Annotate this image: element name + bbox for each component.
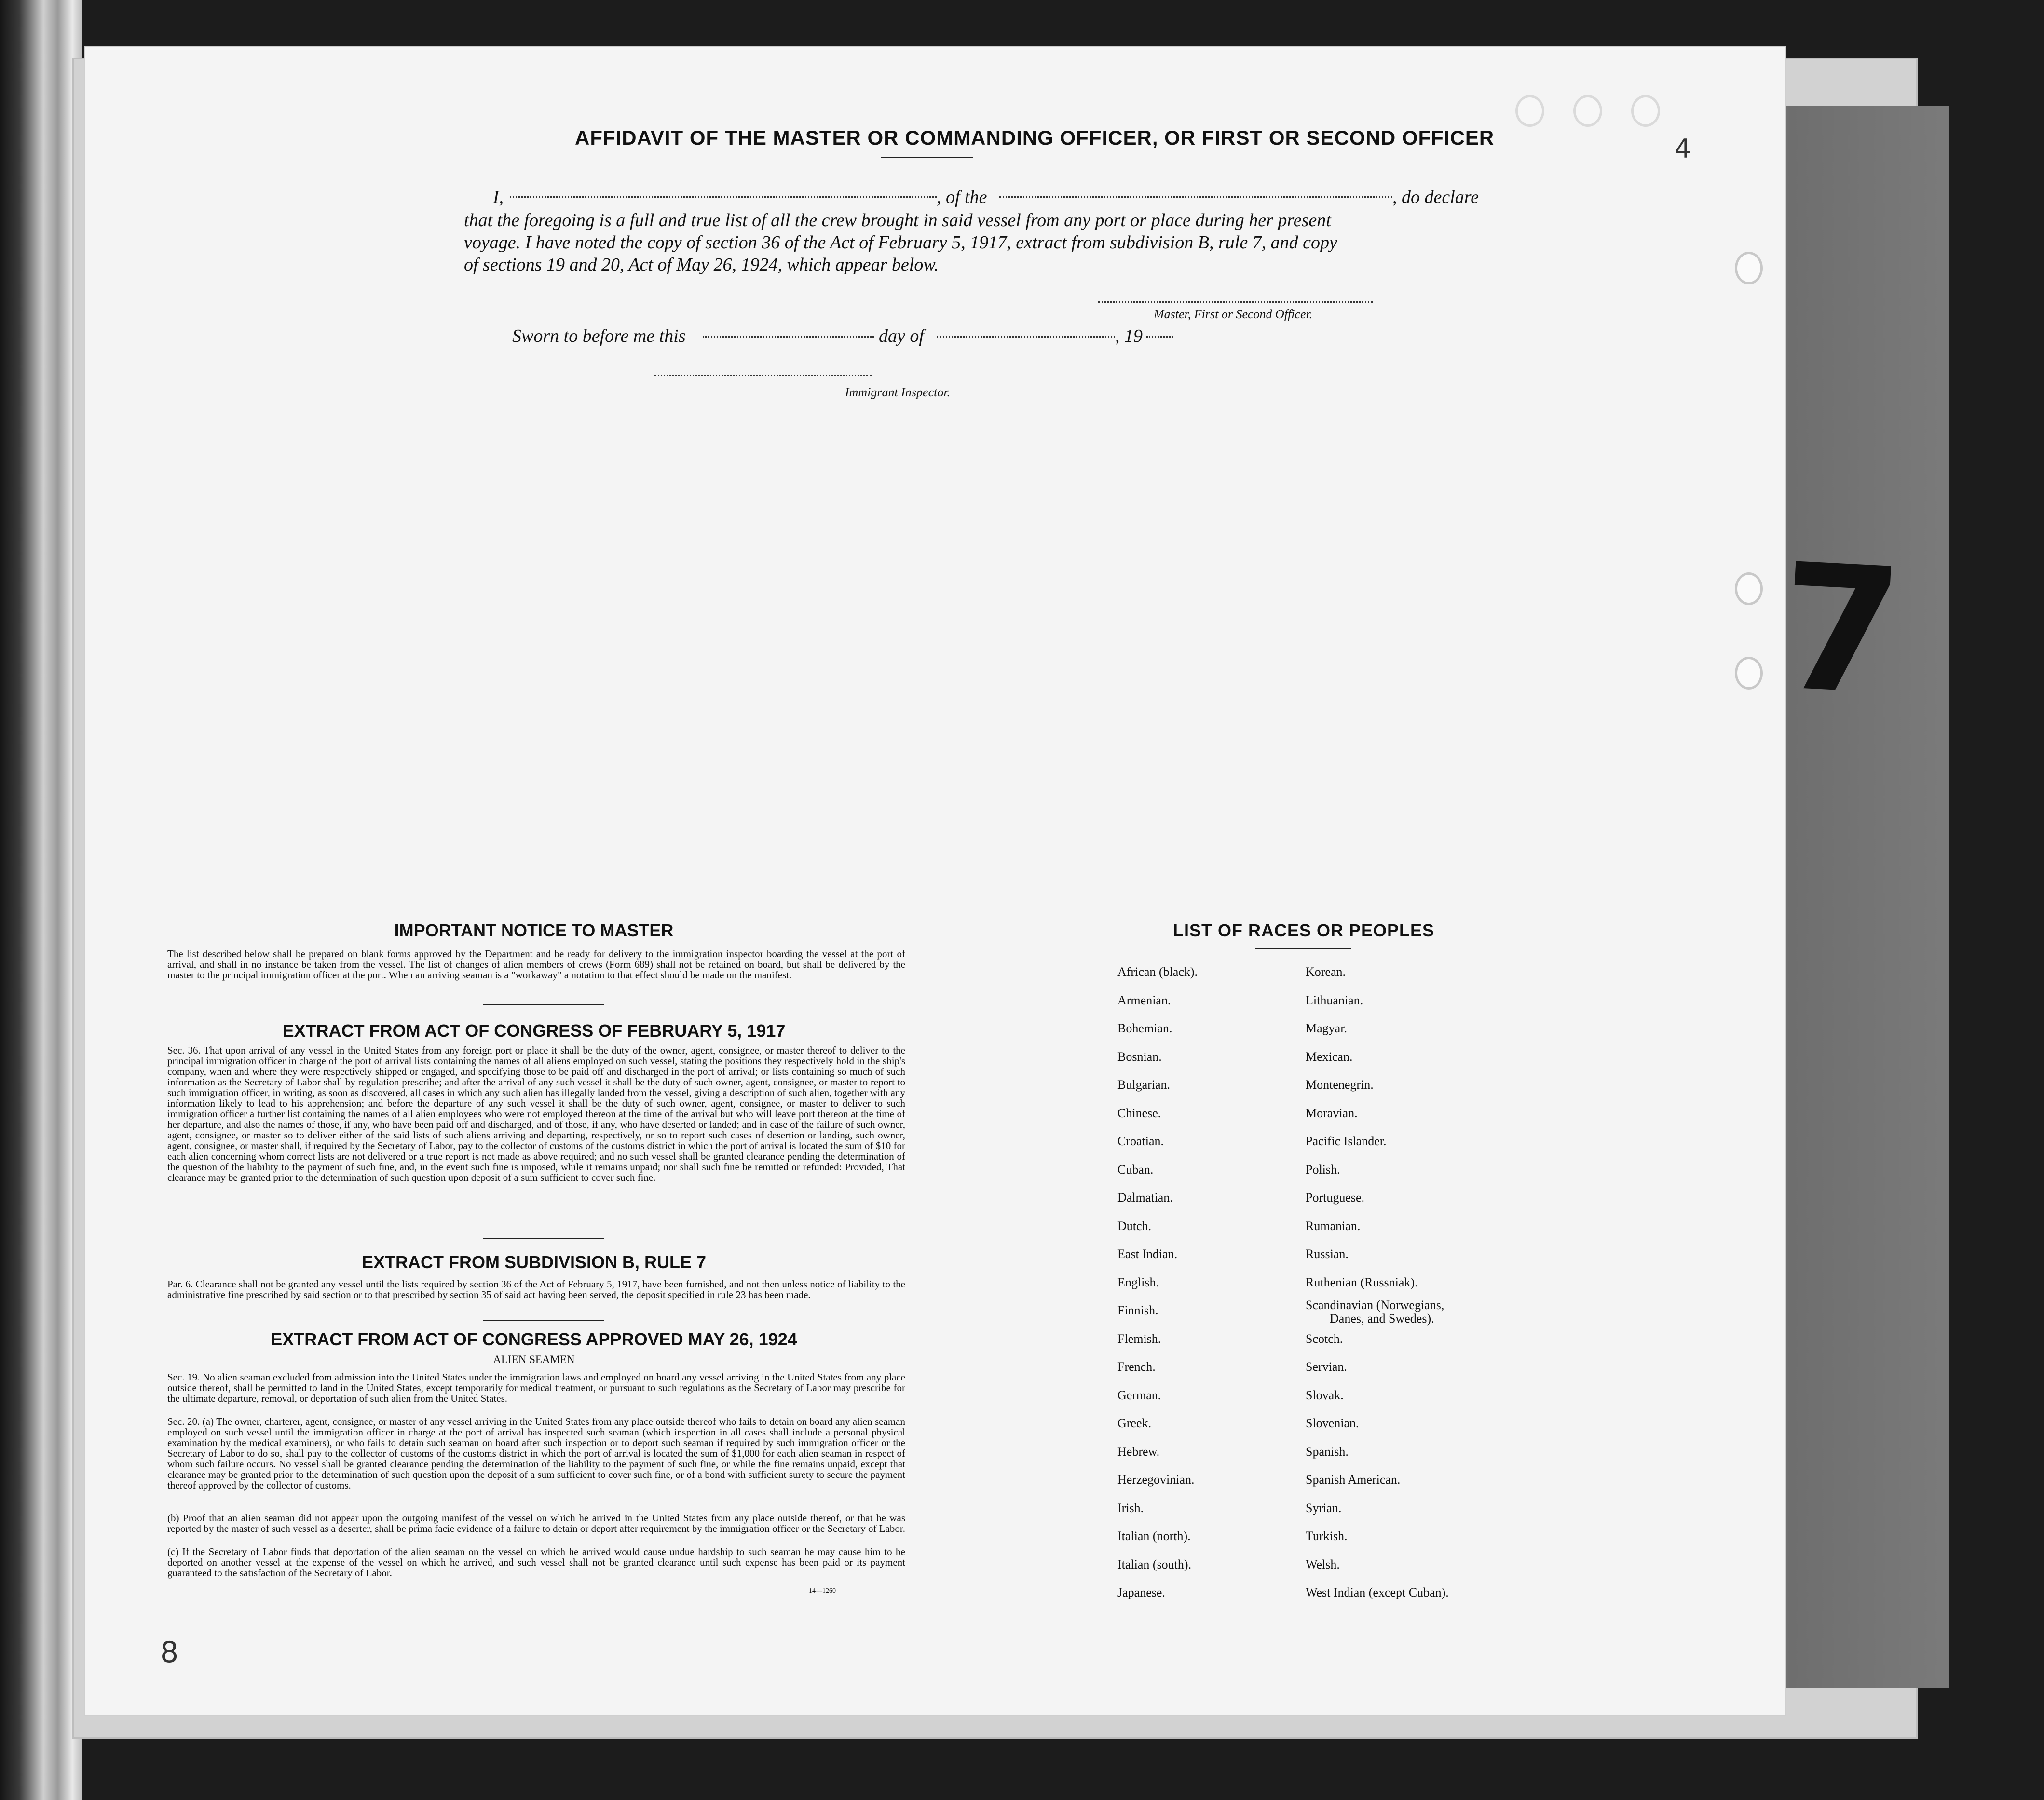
races-title: LIST OF RACES OR PEOPLES [1173,920,1435,940]
race-item: Bohemian. [1117,1021,1172,1035]
race-item: Irish. [1117,1501,1144,1515]
race-item: Finnish. [1117,1303,1158,1317]
race-item: Bosnian. [1117,1049,1162,1064]
race-item: English. [1117,1275,1159,1289]
page-shadow-edge [1760,106,1949,1688]
race-item: Montenegrin. [1306,1078,1374,1092]
race-item: Lithuanian. [1306,993,1363,1007]
notice-title: IMPORTANT NOTICE TO MASTER [394,920,674,940]
race-item: Dalmatian. [1117,1191,1173,1205]
race-item: French. [1117,1360,1156,1374]
affidavit-title: AFFIDAVIT OF THE MASTER OR COMMANDING OFFICER, OR FIRST OR SECOND OFFICER [575,126,1495,149]
sworn-day-line[interactable] [703,336,874,338]
race-item: Slovenian. [1306,1416,1359,1430]
scanner-edge [0,0,82,1800]
race-item: Russian. [1306,1247,1349,1261]
master-signature-line[interactable] [1098,301,1373,303]
race-item: Spanish American. [1306,1473,1401,1487]
race-item: Hebrew. [1117,1444,1160,1459]
extract-1924-title: EXTRACT FROM ACT OF CONGRESS APPROVED MAY 26, 1924 [271,1329,797,1349]
affidavit-line-3: voyage. I have noted the copy of section 36 of the Act of February 5, 1917, extract from subdivision B, rule 7, and copy [464,232,1337,253]
sec-19-text: Sec. 19. No alien seaman excluded from admission into the United States under the immigration laws and employed on board any vessel arriving in the United States from any place outside thereof, shall be permitted to land in the United States, except temporarily for medical treatment, or pursuant to such regulations as the Secretary of Labor may prescribe for the ultimate departure, removal, or deportation of such alien from the United States. [167,1371,905,1404]
alien-seamen-subtitle: ALIEN SEAMEN [493,1353,575,1366]
sworn-label: Sworn to before me this [512,326,686,346]
affidavit-i-label: I, [493,187,504,207]
notice-rule [483,1004,604,1005]
race-item: Italian (south). [1117,1557,1192,1571]
race-item: Magyar. [1306,1021,1347,1035]
race-item: Mexican. [1306,1049,1353,1064]
affidavit-line-2: that the foregoing is a full and true list of all the crew brought in said vessel from any port or place during her present [464,210,1331,230]
master-signature-caption: Master, First or Second Officer. [1154,307,1313,321]
race-item: Dutch. [1117,1218,1152,1233]
race-item: Chinese. [1117,1106,1161,1120]
race-item: Spanish. [1306,1444,1349,1459]
day-of-label: day of [879,326,924,346]
handwritten-page-number: 7 [1775,526,1907,734]
race-item: Flemish. [1117,1331,1161,1346]
title-rule [881,157,973,158]
race-item: German. [1117,1388,1161,1402]
bottom-handwritten-mark: 8 [160,1636,179,1669]
race-item: Polish. [1306,1162,1340,1177]
races-left-column [1117,958,1198,1607]
form-number: 14—1260 [809,1587,836,1595]
affidavit-line-4: of sections 19 and 20, Act of May 26, 1924, which appear below. [464,255,939,275]
extract-rule7-title: EXTRACT FROM SUBDIVISION B, RULE 7 [361,1252,707,1272]
race-item-continuation: Danes, and Swedes). [1330,1312,1434,1326]
race-item: Slovak. [1306,1388,1344,1402]
race-item: Ruthenian (Russniak). [1306,1275,1418,1289]
inspector-caption: Immigrant Inspector. [845,385,951,399]
extract-1917-rule [483,1238,604,1239]
race-item: East Indian. [1117,1247,1178,1261]
race-item: Scandinavian (Norwegians, [1306,1298,1444,1312]
corner-handwritten-mark: 4 [1675,134,1691,164]
punch-hole-icon [1735,657,1763,690]
race-item: Croatian. [1117,1134,1164,1148]
race-item: Herzegovinian. [1117,1473,1195,1487]
punch-hole-icon [1735,572,1763,605]
extract-rule7-text: Par. 6. Clearance shall not be granted any vessel until the lists required by section 36 of the Act of February 5, 1917, have been furnished, and not then unless notice of liability to the administrative fine prescribed by said section or to that prescribed by section 35 of said act having been served, the deposit specified in rule 23 has been made. [167,1278,905,1300]
punch-hole-icon [1573,95,1602,127]
race-item: Greek. [1117,1416,1152,1430]
race-item: West Indian (except Cuban). [1306,1585,1449,1599]
notice-text: The list described below shall be prepared on blank forms approved by the Department and be ready for delivery to the immigration inspector boarding the vessel at the port of arrival, and shall in no instance be taken from the vessel. The list of changes of alien members of crews (Form 689) shall not be retained on board, but shall be delivered by the master to the principal immigration officer at the port. When an arriving seaman is a "workaway" a notation to that effect should be made on the manifest. [167,948,905,981]
affidavit-declare-label: , do declare [1392,187,1479,207]
race-item: Cuban. [1117,1162,1154,1177]
race-item: Bulgarian. [1117,1078,1171,1092]
race-item: Italian (north). [1117,1529,1191,1543]
sec-20b-text: (b) Proof that an alien seaman did not appear upon the outgoing manifest of the vessel on which he arrived in the United States from any place outside thereof, or that he was reported by the master of such vessel as a deserter, shall be prima facie evidence of a failure to detain or deport after requirement by the immigration officer or the Secretary of Labor. [167,1512,905,1534]
extract-1917-text: Sec. 36. That upon arrival of any vessel in the United States from any foreign port or place it shall be the duty of the owner, agent, consignee, or master thereof to deliver to the principal immigration officer in charge of the port of arrival lists containing the names of all aliens employed on such vessel, stating the positions they respectively hold in the ship's company, when and where they were respectively shipped or engaged, and specifying those to be paid off and discharged in the port of arrival; or lists containing so much of such information as the Secretary of Labor shall by regulation prescribe; and after the arrival of any such vessel it shall be the duty of such owner, agent, consignee, or master to report to such immigration officer, in writing, as soon as discovered, all cases in which any such alien has illegally landed from the vessel, giving a description of such alien, together with any information likely to lead to his apprehension; and before the departure of any such vessel it shall be the duty of such owner, agent, consignee, or master to deliver to such immigration officer a further list containing the names of all alien employees who were not employed thereon at the time of the arrival but who will leave port thereon at the time of her departure, and also the names of those, if any, who have been paid off and discharged, and of those, if any, who have deserted or landed; and in case of the failure of such owner, agent, consignee, or master so to deliver either of the said lists of such aliens arriving and departing, respectively, or so to report such cases of desertion or landing, such owner, agent, consignee, or master shall, if required by the Secretary of Labor, pay to the collector of customs of the customs district in which the port of arrival is located the sum of $10 for each alien concerning whom correct lists are not delivered or a true report is not made as above required; and no such vessel shall be granted clearance pending the determination of the question of the liability to the payment of such fine, and, in the event such fine is imposed, while it remains unpaid; nor shall such fine be remitted or refunded: Provided, That clearance may be granted prior to the determination of such question upon deposit of a sum sufficient to cover such fine. [167,1044,905,1183]
sworn-month-line[interactable] [937,336,1115,338]
vessel-name-line[interactable] [999,196,1392,198]
race-item: Turkish. [1306,1529,1348,1543]
race-item: Pacific Islander. [1306,1134,1387,1148]
master-name-line[interactable] [510,196,937,198]
race-item: Syrian. [1306,1501,1342,1515]
punch-hole-icon [1735,252,1763,284]
sec-20c-text: (c) If the Secretary of Labor finds that deportation of the alien seaman on the vessel on which he arrived would cause undue hardship to such seaman he may cause him to be deported on another vessel at the expense of the vessel on which he arrived, and such vessel shall not be granted clearance until such expense has been paid or its payment guaranteed to the satisfaction of the Secretary of Labor. [167,1546,905,1579]
extract-1917-title: EXTRACT FROM ACT OF CONGRESS OF FEBRUARY 5, 1917 [282,1021,786,1041]
sworn-year-line[interactable] [1146,336,1173,338]
inspector-signature-line[interactable] [654,375,872,376]
document-page [84,46,1907,1716]
races-right-column [1306,958,1449,1607]
year-label: , 19 [1115,326,1143,346]
race-item-scandinavian [1306,1297,1449,1325]
extract-rule7-rule [483,1320,604,1321]
punch-hole-icon [1631,95,1660,127]
race-item: Scotch. [1306,1331,1343,1346]
race-item: Armenian. [1117,993,1171,1007]
race-item: Welsh. [1306,1557,1340,1571]
race-item: Japanese. [1117,1585,1165,1599]
races-rule [1255,948,1351,949]
race-item: Portuguese. [1306,1191,1365,1205]
punch-hole-icon [1515,95,1544,127]
race-item: Servian. [1306,1360,1347,1374]
race-item: African (black). [1117,965,1198,979]
affidavit-of-the-label: , of the [937,187,987,207]
sec-20a-text: Sec. 20. (a) The owner, charterer, agent, consignee, or master of any vessel arriving in the United States from any place outside thereof who fails to detain on board any alien seaman employed on such vessel until the immigration officer in charge at the port of arrival has inspected such seaman (which inspection in all cases shall include a personal physical examination by the medical examiners), or who fails to detain such seaman on board after such inspection or to deport such seaman if required by such immigration officer or the Secretary of Labor to do so, shall pay to the collector of customs of the customs district in which the port of arrival is located the sum of $1,000 for each alien seaman in respect of whom such failure occurs. No vessel shall be granted clearance pending the determination of the liability to the payment of such fine, or while the fine remains unpaid, except that clearance may be granted prior to the determination of such question upon the deposit of a sum sufficient to cover such fine, or of a bond with sufficient surety to secure the payment thereof approved by the collector of customs. [167,1416,905,1491]
race-item: Rumanian. [1306,1218,1361,1233]
race-item: Moravian. [1306,1106,1358,1120]
race-item: Korean. [1306,965,1346,979]
